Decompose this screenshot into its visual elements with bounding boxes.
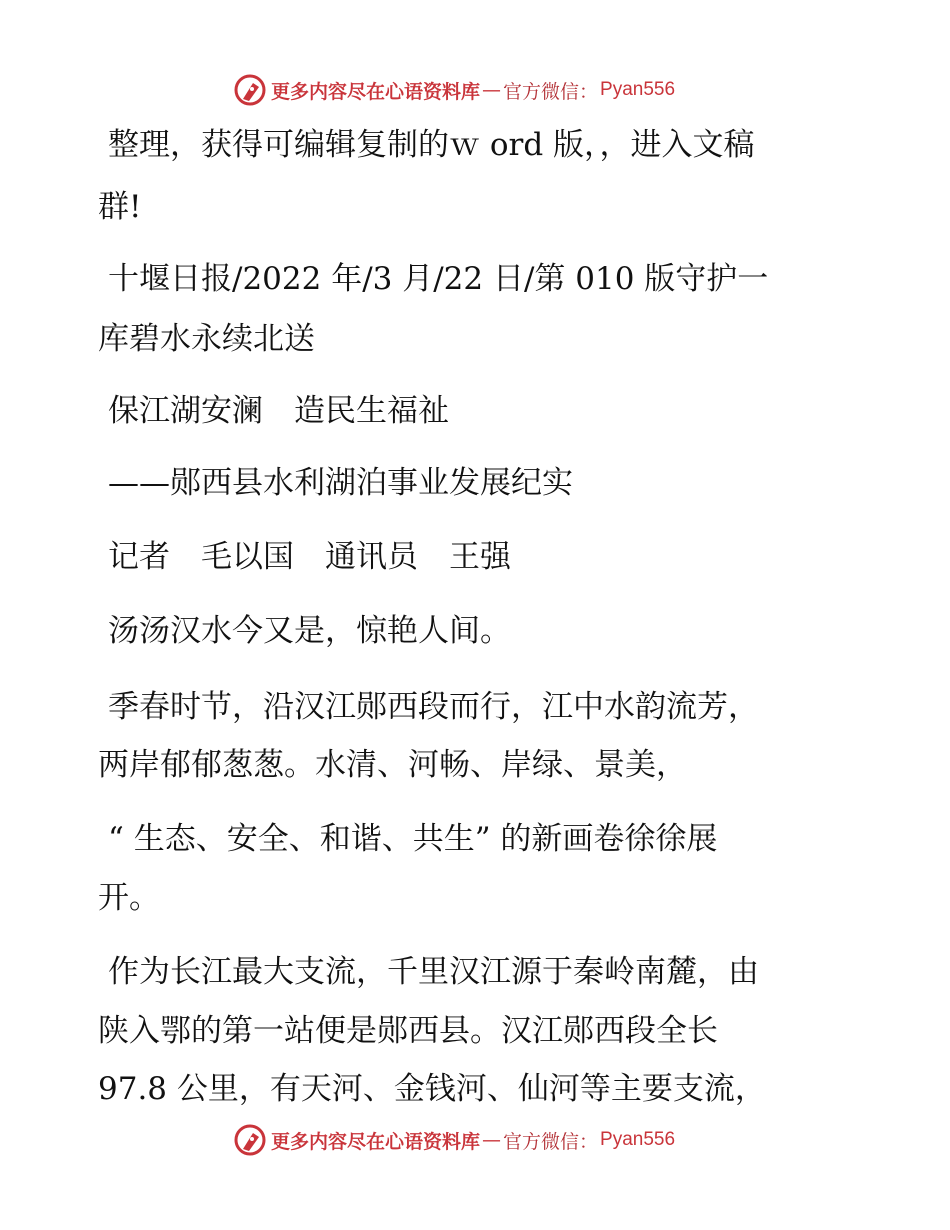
pen-nib-icon xyxy=(233,1123,267,1157)
header-banner xyxy=(0,70,950,110)
text-line: ——郧西县水利湖泊事业发展纪实 xyxy=(108,465,573,501)
text-line: 保江湖安澜 造民生福祉 xyxy=(108,393,449,429)
text-line: 库碧水永续北送 xyxy=(98,321,315,357)
text-line: 季春时节，沿汉江郧西段而行，江中水韵流芳， xyxy=(108,689,759,725)
banner-official-label: 官方微信： xyxy=(503,80,599,103)
text-line: 陕入鄂的第一站便是郧西县。汉江郧西段全长 xyxy=(98,1013,718,1049)
text-line: 群! xyxy=(98,189,142,225)
text-line: 作为长江最大支流，千里汉江源于秦岭南麓，由 xyxy=(108,954,759,990)
banner-slogan: 更多内容尽在心语资料库 xyxy=(271,80,481,103)
banner-separator: — xyxy=(482,79,502,101)
text-line: 97.8 公里，有天河、金钱河、仙河等主要支流， xyxy=(98,1071,766,1107)
text-line: 开。 xyxy=(98,880,160,916)
text-line: 十堰日报/2022 年/3 月/22 日/第 010 版守护一 xyxy=(108,261,769,297)
text-line: 两岸郁郁葱葱。水清、河畅、岸绿、景美， xyxy=(98,747,687,783)
text-line: 整理，获得可编辑复制的ｗ ord 版，，进入文稿 xyxy=(108,127,755,163)
footer-banner xyxy=(0,1120,950,1160)
banner-content xyxy=(233,72,675,108)
banner-separator: — xyxy=(482,1129,502,1151)
banner-content xyxy=(233,1122,675,1158)
banner-slogan: 更多内容尽在心语资料库 xyxy=(271,1130,481,1153)
banner-wechat-id: Pyan556 xyxy=(600,79,676,100)
banner-official-label: 官方微信： xyxy=(503,1130,599,1153)
text-line: 记者 毛以国 通讯员 王强 xyxy=(108,539,511,575)
pen-nib-icon xyxy=(233,73,267,107)
text-line: 汤汤汉水今又是，惊艳人间。 xyxy=(108,613,511,649)
banner-wechat-id: Pyan556 xyxy=(600,1129,676,1150)
text-line: “ 生态、安全、和谐、共生” 的新画卷徐徐展 xyxy=(108,821,718,857)
